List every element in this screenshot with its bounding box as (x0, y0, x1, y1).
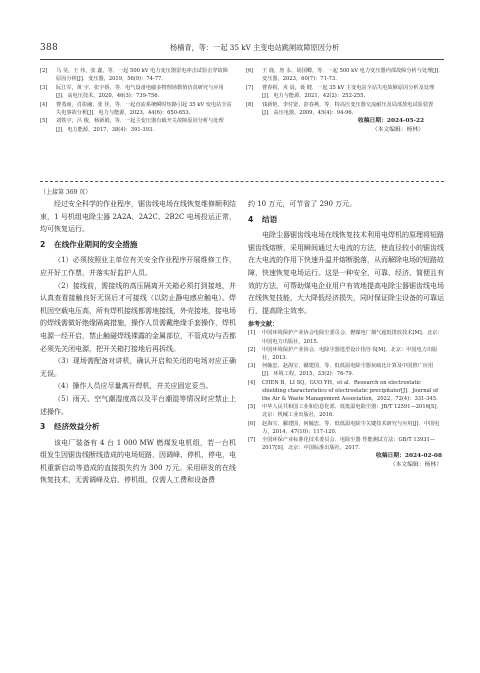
body-paragraph: （5）雨天、空气潮湿度高以及平台潮湿等情况时应禁止上述操作。 (40, 394, 236, 416)
reference-item: [2] 中国环境保护产业协会．电除尘器选型设计指导书[M]．北京：中国电力出版社，2013. (248, 346, 438, 361)
body-paragraph: 经过安全科学的作业程序，锯齿线电场在线恢复维修顺利结束，1 号机组电除尘器 2A2A、2A2C、2B2C 电场投运正常，均可恢复运行。 (40, 200, 236, 234)
continued-from-note: （上接第 369 页） (40, 189, 92, 196)
reference-item: [7] 全国环保产业标准化技术委员会．电除尘器 性能测试方法：GB/T 13931—2017[S]．北京：中国标准出版社，2017. (248, 436, 436, 452)
reference-item: [6] 赵海宝，郦建国，何毓忠，等．低低温电除尘关键技术研究与应用[J]．中国电力，2014，47(10)：117-120. (248, 420, 440, 435)
reference-item: [1] 中国环境保护产业协会电除尘委员会．燃煤电厂烟气超低排放技术[M]．北京：中国电力出版社，2015. (248, 330, 443, 345)
body-column-right (248, 198, 444, 470)
reference-item: [5] 中华人民共和国工业和信息化部．低低温电除尘器：JB/T 12591—2016[S]．北京：机械工业出版社，2016. (248, 404, 442, 419)
previous-article-references-right (246, 67, 444, 135)
reference-item: [7] 曹春相，戎 晨，聂 健．一起 35 kV 主变电站全站失电故障原因分析及处理[J]．电力与能源，2021，42(2)：252-255. (246, 84, 435, 100)
body-paragraph: 约 10 万元，可节省了 290 万元。 (248, 200, 357, 208)
article-separator (40, 181, 444, 182)
running-title: 杨楠青，等：一起 35 kV 主变电站跳闸故障原因分析 (170, 43, 340, 52)
reference-item: [4] 曹蒸南，肖影融，张 佳，等．一起直流系统瞬时短路引起 35 kV 变电站全站失电事故分析[J]．电力与能源，2023，44(6)：650-653. (40, 101, 232, 117)
section-heading: 4 结语 (248, 214, 278, 224)
body-paragraph: 该电厂装备有 4 台 1 000 MW 燃煤发电机组，若一台机组发生因锯齿线断线造成的电场短路，因调峰、停机、停电，电机重新启动等造成的直接损失约为 300 万元。采用研发的在线恢复技术，无需调峰及启、停机组，仅需人工费和设备费 (40, 438, 236, 485)
page-number: 388 (40, 43, 59, 53)
section-heading: 3 经济效益分析 (40, 422, 100, 432)
reference-item: [2] 马 昊，王 伟，张 鑫，等．一起 500 kV 电力变压器雷电冲击试验击穿故障原因分析[J]．变压器，2019，56(9)：74-77. (40, 68, 228, 83)
body-paragraph: （4）操作人员应尽量离开焊机，并关应固定妥当。 (54, 382, 213, 391)
reference-item: [3] 阮江军，黄 宇，张宇娇，等．电气设备电磁多物理场数值仿真研究与应用[J]．高电压技术，2020，46(3)：739-756. (40, 84, 224, 100)
reference-item: [8] 钱新艳，李付宽，彭春燕，等．特高压变压器交流耐压及局部放电试验装置[J]．高压电器，2009，45(4)：94-96. (246, 101, 434, 117)
body-column-left (40, 198, 236, 487)
body-paragraph: （1）必须按照业主单位有关安全作业程序开展维修工作，应开好工作票，并落实好监护人员。 (40, 256, 236, 277)
page-header (40, 43, 444, 57)
reference-item: [3] 何毓忠，赵海宝，郦建国，等．低低温电除尘器灰硫比计算及中国推广应用[J]．环境工程，2015，33(2)：76-79. (248, 363, 434, 378)
editor-note: （本文编辑：杨林） (371, 127, 424, 134)
received-date: 收稿日期：2024-05-22 (357, 118, 424, 125)
editor-note: （本文编辑：杨林） (389, 462, 442, 469)
body-paragraph: （3）现场需配备对讲机，确认开启和关闭的电场对应正确无误。 (40, 357, 236, 378)
body-paragraph: 电除尘器锯齿线电场在线恢复技术利用电焊机的原理将短路锯齿线熔断，采用瞬间通过大电流的方法，使直径较小的锯齿线在大电流的作用下快速升温并熔断脱落，从而解除电场的短路故障，快速恢复电场运行。这是一种安全、可靠、经济、简便且有效的方法，可帮助煤电企业用户有效地提高电除尘器锯齿线电场在线恢复技能，大大降低经济损失，同时保证除尘设备的可靠运行，提高除尘效率。 (248, 231, 444, 315)
body-paragraph: （2）接线前，需接线的高压隔离开关箱必须打到接地，并认真查看接触良好无误后才可接线（以防止静电感应触电）。焊机因空载电压高，所有焊机接线都需地接线，外壳接地，接电场的焊线需做好绝缘隔离措施，操作人员需戴绝缘手套操作，焊机电源一经开启，禁止触碰焊线裸露的金属部位，不管成功与否都必须先关闭电源，把开关箱打接地后再拆线。 (40, 281, 236, 353)
reference-item: [6] 王 鹿，詹 永，胡国卿，等．一起 500 kV 电力变压器内部故障分析与处理[J]．变压器，2023，60(7)：71-73. (246, 68, 444, 83)
section-heading: 2 在线作业期间的安全措施 (40, 239, 138, 249)
references-heading: 参考文献： (248, 321, 279, 329)
reference-item: [5] 刘铁宇，呂 俊，杨新娟，等．一起主变压器有载开关故障原因分析与处理[J]．电力能源，2017，38(4)：391-393. (40, 118, 224, 133)
header-rule (40, 59, 444, 60)
reference-list (248, 329, 444, 452)
previous-article-references-left (40, 67, 232, 134)
reference-item: [4] CHEN B，LI SQ，GUO YH，et al．Research on electrostatic shielding characteristics of electrostatic precipitator[J]．Journal of the Air & Waste Management Association，2022，72(4)：331-345. (248, 379, 439, 402)
received-date: 收稿日期：2024-02-08 (375, 453, 442, 460)
